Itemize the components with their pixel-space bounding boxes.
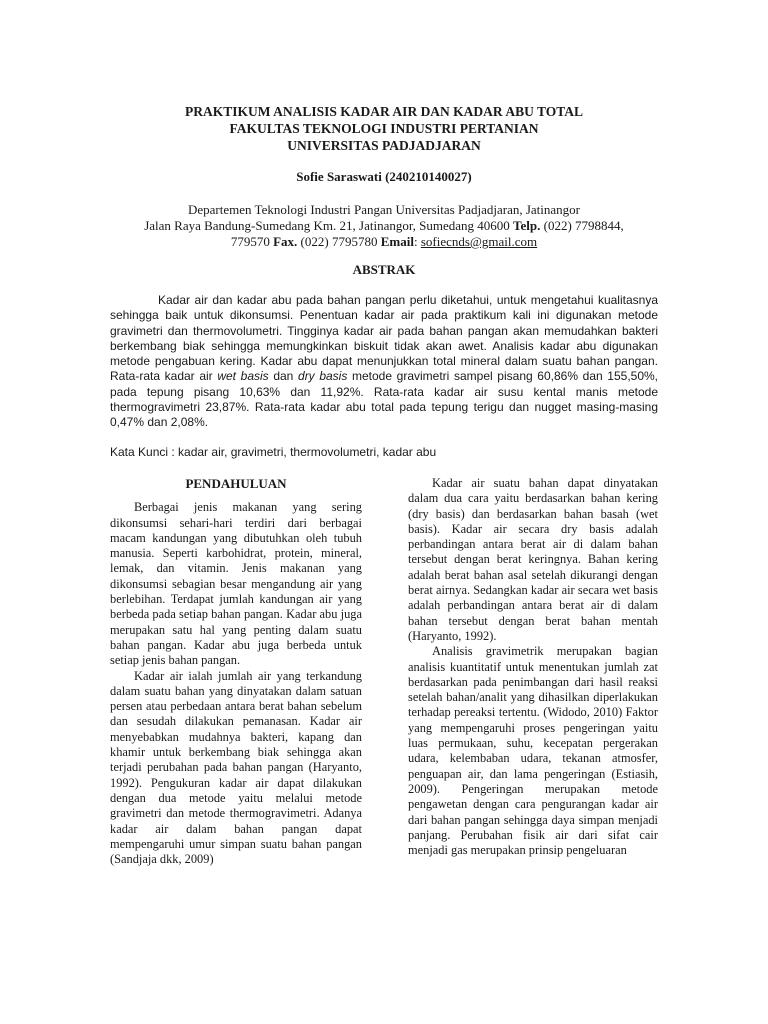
- title-line: UNIVERSITAS PADJADJARAN: [287, 138, 481, 153]
- paper-title: [100, 103, 668, 154]
- abstract-part: dan: [273, 369, 294, 384]
- right-column: [408, 476, 658, 858]
- abstract-part: metode gravimetri sampel pisang 60,86% dan 155,50%, pada tepung pisang 10,63% dan 11,92%. Rata-rata kadar air susu kental manis metode thermogravimetri 23,87%. Rata-rata kadar abu total pada tepung terigu dan nugget masing-masing 0,47% dan 2,08%.: [110, 369, 659, 430]
- paragraph: Kadar air ialah jumlah air yang terkandung dalam suatu bahan yang dinyatakan dalam satuan persen atau perbedaan antara berat bahan sebelum dan sesudah dilakukan pemanasan. Kadar air menyebabkan mudahnya bakteri, kapang dan khamir untuk berkembang biak sehingga akan terjadi perubahan pada bahan pangan (Haryanto, 1992). Pengukuran kadar air dapat dilakukan dengan dua metode yaitu melalui metode gravimetri dan metode thermogravimetri. Adanya kadar air dalam bahan pangan dapat mempengaruhi umur simpan suatu bahan pangan (Sandjaja dkk, 2009): [110, 668, 362, 867]
- left-column: [110, 476, 362, 867]
- fax-value: (022) 7795780: [300, 234, 378, 249]
- fax-label: Fax.: [273, 234, 298, 249]
- title-line: PRAKTIKUM ANALISIS KADAR AIR DAN KADAR ABU TOTAL: [185, 104, 583, 119]
- paragraph: Berbagai jenis makanan yang sering dikonsumsi sehari-hari terdiri dari berbagai macam kandungan yang dibutuhkan oleh tubuh manusia. Seperti karbohidrat, protein, mineral, lemak, dan vitamin. Jenis makanan yang dikonsumsi sebagian besar mengandung air yang berlebihan. Terdapat jumlah kandungan air yang berbeda pada setiap bahan pangan. Kadar abu juga merupakan satu hal yang penting dalam suatu bahan pangan. Kadar abu juga berbeda untuk setiap jenis bahan pangan.: [110, 500, 362, 668]
- telp-continuation: 779570: [230, 234, 270, 249]
- title-line: FAKULTAS TEKNOLOGI INDUSTRI PERTANIAN: [229, 121, 539, 136]
- affiliation-line: 779570 Fax. (022) 7795780 Email: sofiecnds@gmail.com: [230, 234, 538, 249]
- affiliation-line: [100, 218, 668, 234]
- email-label: Email: [380, 234, 414, 249]
- keywords: Kata Kunci : kadar air, gravimetri, thermovolumetri, kadar abu: [110, 445, 437, 459]
- telp-label: Telp.: [513, 218, 541, 233]
- author-name: Sofie Saraswati (240210140027): [296, 169, 472, 184]
- abstract-heading: ABSTRAK: [352, 262, 416, 277]
- abstract-part: Kadar air dan kadar abu pada bahan pangan perlu diketahui, untuk mengetahui kualitasnya sehingga baik untuk dikonsumsi. Penentuan kadar air pada praktikum kali ini digunakan metode gravimetri dan thermovolumetri. Tingginya kadar air pada bahan pangan akan memudahkan bakteri berkembang biak sehingga memungkinkan biskuit tidak akan awet. Analisis kadar abu digunakan metode pengabuan kering. Kadar abu dapat menunjukkan total mineral dalam suatu bahan pangan. Rata-rata kadar air: [110, 293, 658, 384]
- abstract-italic: wet basis: [217, 369, 269, 384]
- affiliation: [100, 202, 668, 250]
- abstract-italic: dry basis: [298, 369, 348, 384]
- section-heading: PENDAHULUAN: [185, 476, 287, 491]
- paragraph: Kadar air suatu bahan dapat dinyatakan dalam dua cara yaitu berdasarkan bahan kering (dry basis) dan berdasarkan bahan basah (wet basis). Kadar air secara dry basis adalah perbandingan antara berat air di dalam bahan tersebut dengan berat keringnya. Bahan kering adalah berat bahan asal setelah dikurangi dengan berat airnya. Sedangkan kadar air secara wet basis adalah perbandingan antara berat air di dalam bahan tersebut dengan berat bahan mentah (Haryanto, 1992).: [408, 476, 658, 643]
- email-link[interactable]: sofiecnds@gmail.com: [420, 234, 538, 249]
- address-text: Jalan Raya Bandung-Sumedang Km. 21, Jatinangor, Sumedang 40600: [144, 218, 510, 233]
- telp-value: (022) 7798844,: [543, 218, 624, 233]
- abstract-text: [110, 293, 658, 431]
- affiliation-line: Departemen Teknologi Industri Pangan Universitas Padjadjaran, Jatinangor: [188, 202, 580, 217]
- paragraph: Analisis gravimetrik merupakan bagian analisis kuantitatif untuk menentukan jumlah zat berdasarkan pada penimbangan dari hasil reaksi setelah bahan/analit yang dihasilkan diperlakukan terhadap pereaksi tertentu. (Widodo, 2010) Faktor yang mempengaruhi proses pengeringan yaitu luas permukaan, suhu, kecepatan pergerakan udara, kelembaban udara, tekanan atmosfer, penguapan air, dan lama pengeringan (Estiasih, 2009). Pengeringan merupakan metode pengawetan dengan cara pengurangan kadar air dari bahan pangan sehingga daya simpan menjadi panjang. Perubahan fisik air dari sifat cair menjadi gas merupakan prinsip pengeluaran: [408, 644, 658, 858]
